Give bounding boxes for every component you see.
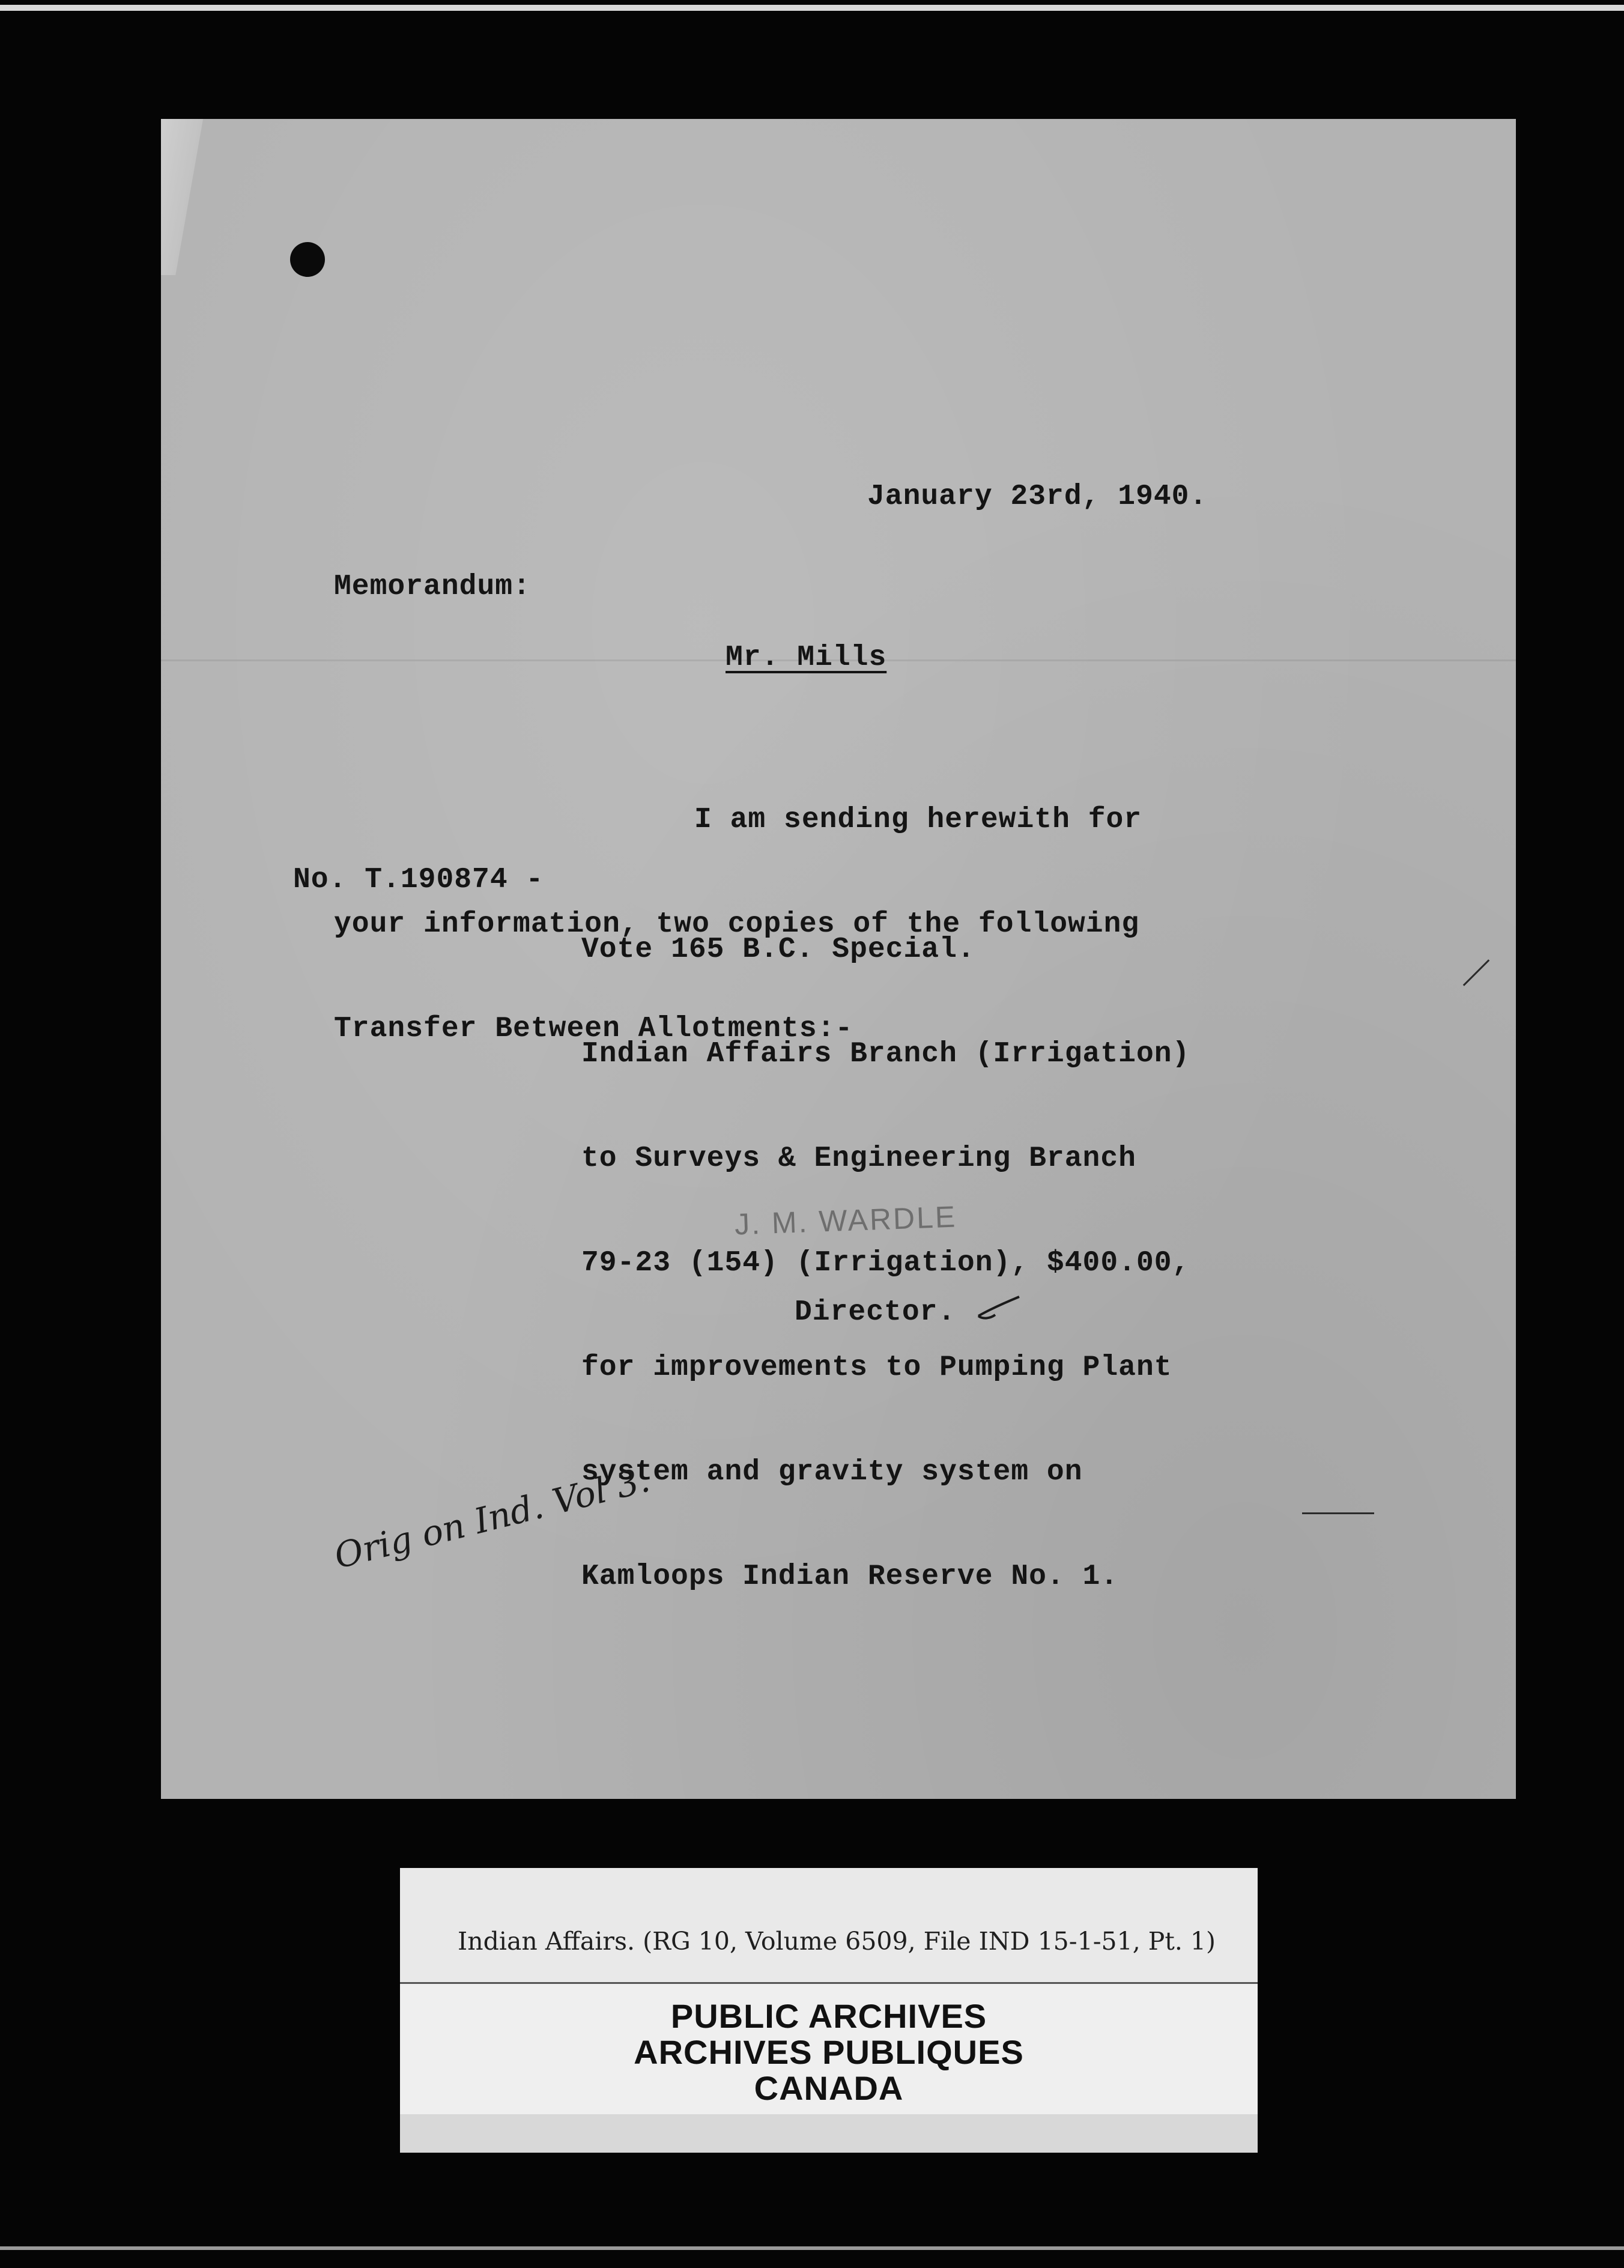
signature-title: Director. — [795, 1296, 956, 1329]
memo-sheet — [161, 119, 1516, 1799]
transfer-line: Indian Affairs Branch (Irrigation) — [581, 1038, 1190, 1070]
archive-label-line: ARCHIVES PUBLIQUES — [634, 2033, 1024, 2071]
archive-card-strip — [400, 2114, 1258, 2153]
signature-stamp: J. M. WARDLE — [734, 1199, 958, 1242]
punch-hole — [290, 242, 325, 277]
frame-bottom-edge — [0, 2246, 1624, 2250]
pencil-mark — [1463, 959, 1490, 986]
citation-text: Indian Affairs. (RG 10, Volume 6509, File IND 15-1-51, Pt. 1) — [458, 1927, 1216, 1956]
archive-label-line: PUBLIC ARCHIVES — [670, 1997, 987, 2035]
memo-body-line: Transfer Between Allotments:- — [334, 1013, 853, 1045]
folded-corner — [161, 119, 203, 275]
archive-label-line: CANADA — [754, 2069, 904, 2107]
frame-top-edge — [0, 5, 1624, 11]
memo-heading: Memorandum: — [334, 571, 531, 603]
memo-body-line: I am sending herewith for — [694, 804, 1142, 836]
pencil-mark — [1302, 1512, 1374, 1514]
transfer-description — [581, 863, 1190, 1664]
memo-body-line: your information, two copies of the following — [334, 908, 1140, 941]
transfer-line: Kamloops Indian Reserve No. 1. — [581, 1560, 1119, 1593]
transfer-line: 79-23 (154) (Irrigation), $400.00, — [581, 1247, 1190, 1279]
transfer-line: Vote 165 B.C. Special. — [581, 933, 975, 966]
memo-date: January 23rd, 1940. — [867, 481, 1208, 513]
handwritten-note: Orig on Ind. Vol 3. — [330, 1458, 654, 1577]
check-mark-icon — [975, 1293, 1023, 1323]
transfer-line: system and gravity system on — [581, 1456, 1083, 1488]
archive-label-card — [400, 1982, 1258, 2118]
transfer-number: No. T.190874 - — [293, 864, 544, 896]
memo-addressee: Mr. Mills — [726, 641, 887, 674]
transfer-line: for improvements to Pumping Plant — [581, 1351, 1172, 1384]
transfer-line: to Surveys & Engineering Branch — [581, 1142, 1136, 1175]
